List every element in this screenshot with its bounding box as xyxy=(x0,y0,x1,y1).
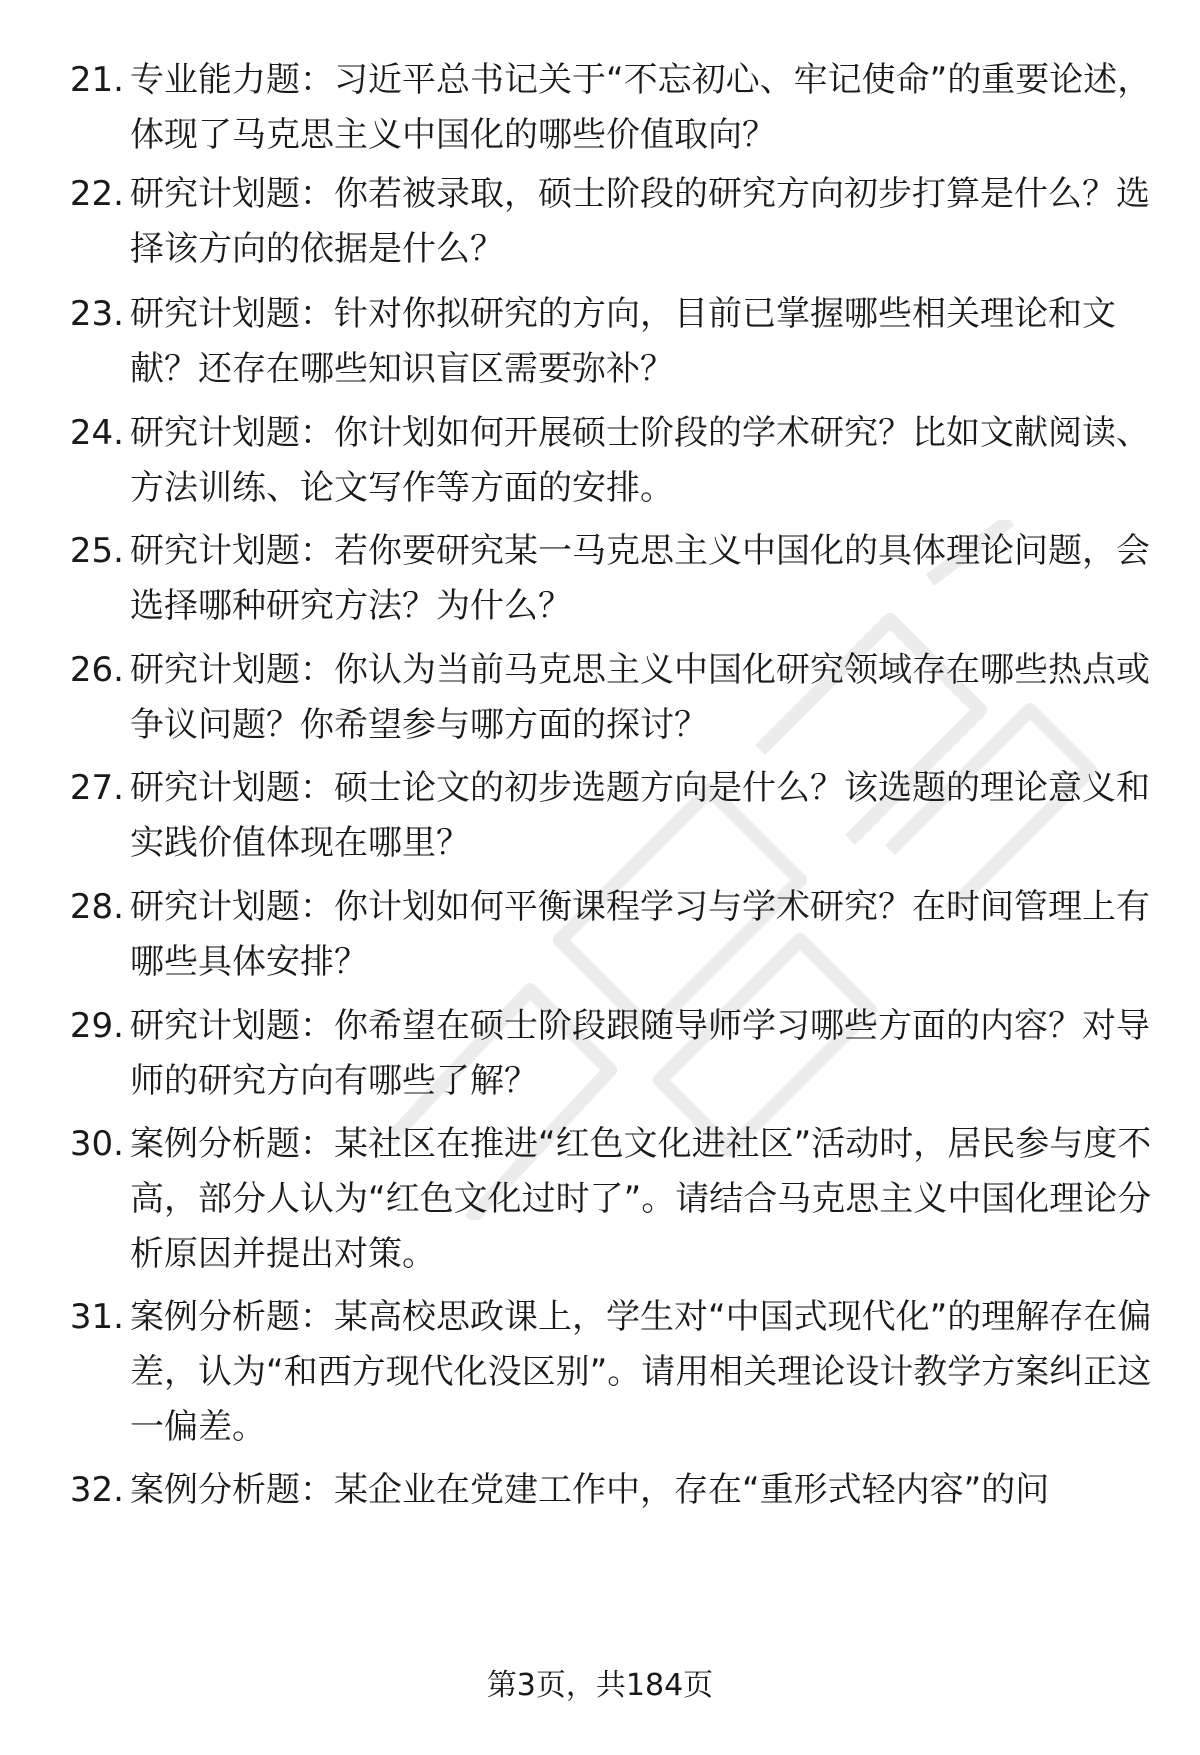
question-number: 26. xyxy=(69,650,124,690)
question-item xyxy=(54,406,1154,516)
question-text: 研究计划题：硕士论文的初步选题方向是什么？该选题的理论意义和实践价值体现在哪里？ xyxy=(130,768,1150,863)
question-number: 29. xyxy=(69,1006,124,1046)
question-item xyxy=(54,524,1154,634)
question-number: 24. xyxy=(69,413,124,453)
question-number: 21. xyxy=(69,60,124,100)
question-item xyxy=(54,999,1154,1109)
question-number: 25. xyxy=(69,531,124,571)
question-item xyxy=(54,1117,1154,1282)
question-item xyxy=(54,53,1154,163)
question-text: 研究计划题：你若被录取，硕士阶段的研究方向初步打算是什么？选择该方向的依据是什么？ xyxy=(130,174,1150,269)
question-number: 30. xyxy=(69,1124,124,1164)
question-text: 研究计划题：你计划如何平衡课程学习与学术研究？在时间管理上有哪些具体安排？ xyxy=(130,887,1150,982)
question-text: 案例分析题：某企业在党建工作中，存在“重形式轻内容”的问 xyxy=(130,1470,1050,1510)
question-text: 研究计划题：针对你拟研究的方向，目前已掌握哪些相关理论和文献？还存在哪些知识盲区需要弥补？ xyxy=(130,294,1116,389)
question-item xyxy=(54,1290,1154,1455)
question-item xyxy=(54,287,1154,397)
question-text: 专业能力题：习近平总书记关于“不忘初心、牢记使命”的重要论述，体现了马克思主义中国化的哪些价值取向？ xyxy=(130,60,1152,155)
question-item xyxy=(54,880,1154,990)
question-item xyxy=(54,1463,1154,1518)
question-number: 27. xyxy=(69,768,124,808)
question-item xyxy=(54,167,1154,277)
page-footer: 第3页，共184页 xyxy=(486,1668,714,1703)
question-number: 23. xyxy=(69,294,124,334)
question-text: 研究计划题：你认为当前马克思主义中国化研究领域存在哪些热点或争议问题？你希望参与哪方面的探讨？ xyxy=(130,650,1150,745)
question-text: 研究计划题：你计划如何开展硕士阶段的学术研究？比如文献阅读、方法训练、论文写作等方面的安排。 xyxy=(130,413,1150,508)
question-number: 31. xyxy=(69,1297,124,1337)
question-text: 案例分析题：某高校思政课上，学生对“中国式现代化”的理解存在偏差，认为“和西方现代化没区别”。请用相关理论设计教学方案纠正这一偏差。 xyxy=(130,1297,1152,1447)
question-number: 22. xyxy=(69,174,124,214)
question-number: 28. xyxy=(69,887,124,927)
question-item xyxy=(54,643,1154,753)
question-text: 案例分析题：某社区在推进“红色文化进社区”活动时，居民参与度不高，部分人认为“红色文化过时了”。请结合马克思主义中国化理论分析原因并提出对策。 xyxy=(130,1124,1152,1274)
question-text: 研究计划题：若你要研究某一马克思主义中国化的具体理论问题，会选择哪种研究方法？为什么？ xyxy=(130,531,1150,626)
question-text: 研究计划题：你希望在硕士阶段跟随导师学习哪些方面的内容？对导师的研究方向有哪些了解？ xyxy=(130,1006,1150,1101)
question-item xyxy=(54,761,1154,871)
question-number: 32. xyxy=(69,1470,124,1510)
